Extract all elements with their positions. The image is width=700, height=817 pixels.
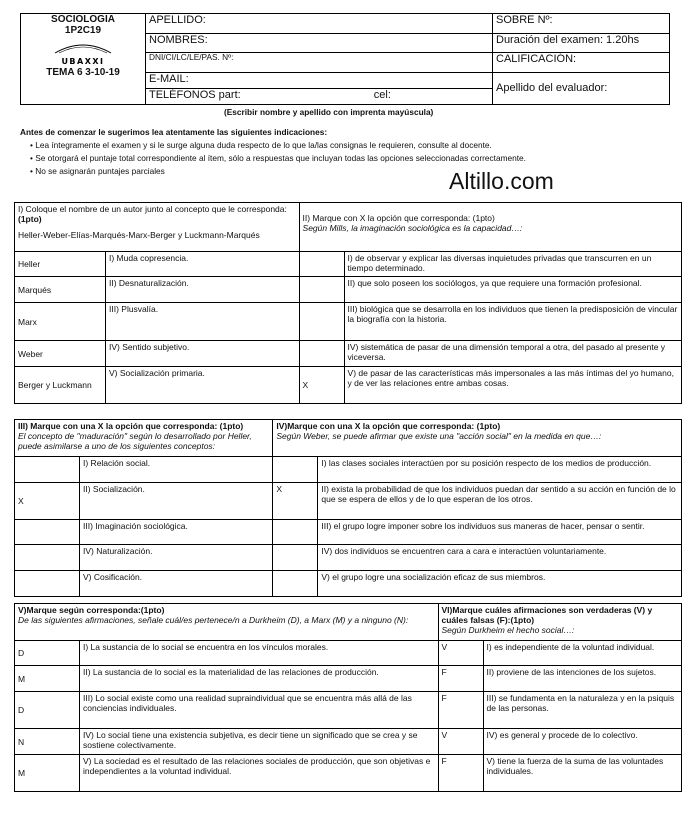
s4-mark[interactable]: X	[273, 483, 318, 520]
s6-mark[interactable]: F	[438, 692, 483, 729]
instructions	[20, 126, 680, 178]
s5-title: V)Marque según corresponda:(1pto)	[18, 605, 165, 615]
s3-option: I) Relación social.	[80, 457, 273, 483]
s6-mark[interactable]: F	[438, 666, 483, 692]
s6-subtitle: Según Durkheim el hecho social…:	[441, 625, 575, 635]
s6-option: I) es independiente de la voluntad individual.	[483, 641, 681, 666]
s1-authors: Heller-Weber-Elías-Marqués-Marx-Berger y Luckmann-Marqués	[18, 230, 260, 240]
s6-option: V) tiene la fuerza de la suma de las voluntades individuales.	[483, 755, 681, 792]
s6-option: II) proviene de las intenciones de los sujetos.	[483, 666, 681, 692]
s1-answer[interactable]: Marx	[15, 303, 106, 341]
s1-concept: II) Desnaturalización.	[106, 277, 300, 303]
s5-mark[interactable]: D	[15, 692, 80, 729]
s4-mark[interactable]	[273, 545, 318, 571]
s1-answer[interactable]: Weber	[15, 341, 106, 367]
nombres-field[interactable]: NOMBRES:	[146, 33, 493, 53]
cel-label: cel:	[373, 88, 391, 101]
s2-option: IV) sistemática de pasar de una dimensión temporal a otra, del pasado al presente y viceversa.	[344, 341, 681, 367]
s6-mark[interactable]: V	[438, 729, 483, 755]
s1-answer[interactable]: Berger y Luckmann	[15, 367, 106, 404]
s5-mark[interactable]: D	[15, 641, 80, 666]
s2-mark[interactable]	[299, 252, 344, 277]
s5-option: II) La sustancia de lo social es la materialidad de las relaciones de producción.	[80, 666, 439, 692]
s3-mark[interactable]: X	[15, 483, 80, 520]
s5-mark[interactable]: N	[15, 729, 80, 755]
s1-points: (1pto)	[18, 214, 42, 224]
s3-mark[interactable]	[15, 520, 80, 545]
exam-header	[20, 13, 670, 105]
s6-title: VI)Marque cuáles afirmaciones son verdaderas (V) y cuáles falsas (F):	[441, 605, 653, 625]
s5-header	[15, 604, 439, 641]
header-note: (Escribir nombre y apellido con imprenta mayúscula)	[224, 107, 434, 117]
s4-subtitle: Según Weber, se puede afirmar que existe una "acción social" en la medida en que…:	[276, 431, 602, 441]
s4-option: I) las clases sociales interactúen por su posición respecto de los medios de producción.	[318, 457, 682, 483]
s2-option: I) de observar y explicar las diversas inquietudes privadas que transcurren en un tiempo determinado.	[344, 252, 681, 277]
s6-mark[interactable]: V	[438, 641, 483, 666]
s3-mark[interactable]	[15, 545, 80, 571]
section-5-6	[14, 603, 682, 792]
sobre-field[interactable]: SOBRE Nº:	[493, 14, 670, 34]
section-1-2	[14, 202, 682, 404]
s2-header	[299, 203, 681, 252]
s1-title: I) Coloque el nombre de un autor junto al concepto que le corresponda:	[18, 204, 287, 214]
s4-mark[interactable]	[273, 520, 318, 545]
s5-option: IV) Lo social tiene una existencia subjetiva, es decir tiene un significado que se crea y se sostiene colectivamente.	[80, 729, 439, 755]
instructions-title: Antes de comenzar le sugerimos lea atentamente las siguientes indicaciones:	[20, 127, 328, 137]
watermark: Altillo.com	[449, 168, 554, 194]
s1-concept: I) Muda copresencia.	[106, 252, 300, 277]
instruction-item: • No se asignarán puntajes parciales	[30, 165, 680, 178]
logo-text: UBAXXI	[61, 57, 105, 66]
s5-option: I) La sustancia de lo social se encuentra en los vínculos morales.	[80, 641, 439, 666]
dni-field[interactable]: DNI/CI/LC/LE/PAS. Nº:	[146, 53, 493, 73]
s2-option: V) de pasar de las características más impersonales a las más íntimas del yo humano, y de ver las relaciones entre ambas cosas.	[344, 367, 681, 404]
s3-option: IV) Naturalización.	[80, 545, 273, 571]
s1-header	[15, 203, 300, 252]
s4-option: II) exista la probabilidad de que los individuos puedan dar sentido a su acción en función de lo que se espera de ellos y de lo que esperan de los otros.	[318, 483, 682, 520]
s6-mark[interactable]: F	[438, 755, 483, 792]
s5-mark[interactable]: M	[15, 666, 80, 692]
s4-title: IV)Marque con una X la opción que corresponda: (1pto)	[276, 421, 501, 431]
s6-points: (1pto)	[510, 615, 535, 625]
telefonos-field[interactable]	[146, 88, 493, 104]
s2-option: III) biológica que se desarrolla en los individuos que tienen la predisposición de vincular la biografía con la historia.	[344, 303, 681, 341]
s1-concept: IV) Sentido subjetivo.	[106, 341, 300, 367]
s4-option: III) el grupo logre imponer sobre los individuos sus maneras de hacer, pensar o sentir.	[318, 520, 682, 545]
s4-mark[interactable]	[273, 571, 318, 597]
s2-mark[interactable]	[299, 303, 344, 341]
s4-header	[273, 420, 682, 457]
s3-title: III) Marque con una X la opción que corresponda: (1pto)	[18, 421, 244, 431]
s3-mark[interactable]	[15, 457, 80, 483]
ubaxxi-logo-icon	[47, 39, 119, 67]
s3-header	[15, 420, 273, 457]
s4-option: IV) dos individuos se encuentren cara a cara e interactúen voluntariamente.	[318, 545, 682, 571]
s5-subtitle: De las siguientes afirmaciones, señale cuál/es pertenece/n a Durkheim (D), a Marx (M) y a ninguno (N):	[18, 615, 409, 625]
s1-concept: III) Plusvalía.	[106, 303, 300, 341]
apellido-field[interactable]: APELLIDO:	[146, 14, 493, 34]
s1-answer[interactable]: Marqués	[15, 277, 106, 303]
s4-mark[interactable]	[273, 457, 318, 483]
s3-mark[interactable]	[15, 571, 80, 597]
email-field[interactable]: E-MAIL:	[146, 72, 493, 88]
instruction-item: • Se otorgará el puntaje total correspondiente al ítem, sólo a respuestas que incluyan todas las opciones seleccionadas correctamente.	[30, 152, 680, 165]
section-3-4	[14, 419, 682, 597]
s2-option: II) que solo poseen los sociólogos, ya que requiere una formación profesional.	[344, 277, 681, 303]
duration-label: Duración del examen: 1.20hs	[493, 33, 670, 53]
s3-option: II) Socialización.	[80, 483, 273, 520]
telefonos-label: TELÉFONOS part:	[149, 88, 241, 101]
instruction-item: • Lea íntegramente el examen y si le surge alguna duda respecto de lo que la/las consignas le requieren, consulte al docente.	[30, 139, 680, 152]
s3-option: III) Imaginación sociológica.	[80, 520, 273, 545]
s2-title: II) Marque con X la opción que corresponda: (1pto)	[302, 213, 495, 223]
s4-option: V) el grupo logre una socialización eficaz de sus miembros.	[318, 571, 682, 597]
s3-option: V) Cosificación.	[80, 571, 273, 597]
exam-theme: TEMA 6 3-10-19	[46, 67, 120, 78]
s6-header	[438, 604, 681, 641]
s5-option: V) La sociedad es el resultado de las relaciones sociales de producción, que son objetivas e independientes a la voluntad individual.	[80, 755, 439, 792]
s2-subtitle: Según Mills, la imaginación sociológica es la capacidad…:	[302, 223, 523, 233]
s2-mark[interactable]: X	[299, 367, 344, 404]
s5-mark[interactable]: M	[15, 755, 80, 792]
s1-answer[interactable]: Heller	[15, 252, 106, 277]
s3-subtitle: El concepto de "maduración" según lo desarrollado por Heller, puede asimilarse a uno de los siguientes conceptos:	[18, 431, 252, 451]
logo-cell	[21, 14, 146, 105]
s6-option: IV) es general y procede de lo colectivo.	[483, 729, 681, 755]
calificacion-field[interactable]: CALIFICACIÓN:	[493, 53, 670, 73]
course-code: 1P2C19	[64, 25, 102, 36]
s2-mark[interactable]	[299, 341, 344, 367]
evaluador-field[interactable]: Apellido del evaluador:	[493, 72, 670, 105]
s5-option: III) Lo social existe como una realidad supraindividual que se encuentra más allá de las conciencias individuales.	[80, 692, 439, 729]
subject-title: SOCIOLOGIA	[51, 14, 115, 25]
s1-concept: V) Socialización primaria.	[106, 367, 300, 404]
s2-mark[interactable]	[299, 277, 344, 303]
s6-option: III) se fundamenta en la naturaleza y en la psiquis de las personas.	[483, 692, 681, 729]
